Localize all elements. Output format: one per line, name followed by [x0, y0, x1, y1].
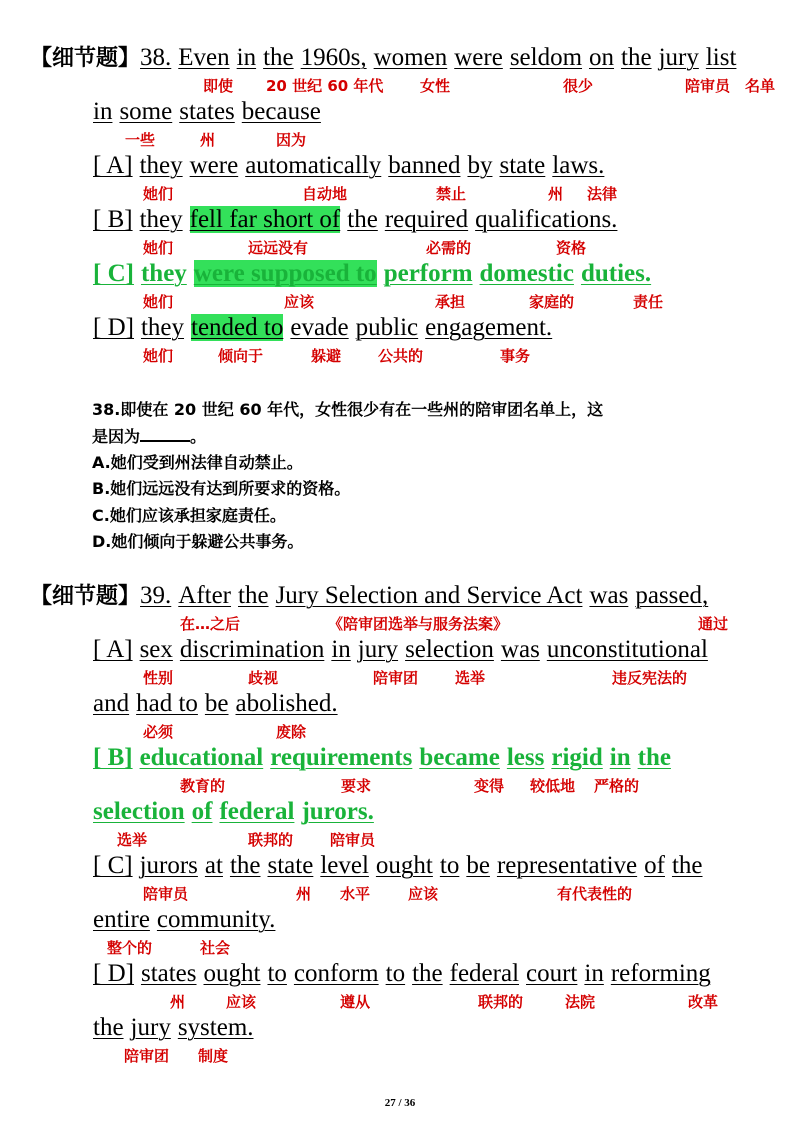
q39-option-c-line1: [ C] jurors at the state level ought to be representative of the: [93, 852, 703, 879]
answer-blank: [140, 426, 190, 442]
page-number: 27 / 36: [384, 1097, 416, 1109]
q39-option-d-line1: [ D] states ought to conform to the federal court in reforming: [93, 960, 711, 987]
q39-option-c-line2: entire community.: [93, 906, 276, 933]
q38-translation-d: D.她们倾向于躲避公共事务。: [92, 532, 304, 551]
q39-option-a-line2: and had to be abolished.: [93, 690, 338, 717]
q38-translation-c: C.她们应该承担家庭责任。: [92, 506, 286, 525]
q39-option-b-correct-line2: selection of federal jurors.: [93, 798, 374, 825]
highlighted-phrase: fell far short of: [189, 206, 341, 233]
q38-translation-a: A.她们受到州法律自动禁止。: [92, 453, 303, 472]
q38-translation-question-end: 是因为 。: [92, 427, 207, 446]
q38-option-c-correct: [ C] they were supposed to perform domestic duties.: [93, 260, 652, 287]
document-page: 【细节题】38. Even in the 1960s, women were seldom on the jury list 即使 20 世纪 60 年代 女性 很少 陪审员 名单 in some states because 一些 州 因为 [ A] they were automatically banned by state laws. 她们 自动地 禁止 州 法律 [ B] they fell far short of the required qualifications. 她们 远远没有 必需的 资格 [ C] they were supposed to perform domestic duties. 她们 应该 承担 家庭的 责任 [ D] they tended to evade public engagement. 她们 倾向于 躲避 公共的 事务 38.即使在 20 世纪 60 年代，女性很少有在一些州的陪审团名单上，这 是因为 。 A.她们受到州法律自动禁止。 B.她们远远没有达到所要求的资格。 C.她们应该承担家庭责任。 D.她们倾向于躲避公共事务。 【细节题】39. After the Jury Selection and Service Act was passed, 在…之后 《陪审团选举与服务法案》 通过 [ A] sex discrimination in jury selection was unconstitutional 性别 歧视 陪审团 选举 违反宪法的 and had to be abolished. 必须 废除 [ B] educational requirements became less rigid in the 教育的 要求 变得 较低地 严格的 selection of federal jurors. 选举 联邦的 陪审员 [ C] jurors at the state level ought to be representative of the 陪审员 州 水平 应该 有代表性的 entire community. 整个的 社会 [ D] states ought to conform to the federal court in reforming 州 应该 遵从 联邦的 法院 改革 the jury system. 陪审团 制度 27 / 36: [0, 0, 800, 1132]
q38-translation-b: B.她们远远没有达到所要求的资格。: [92, 479, 351, 498]
q38-stem-line1: 【细节题】38. Even in the 1960s, women were seldom on the jury list: [30, 44, 737, 71]
q39-option-d-line2: the jury system.: [93, 1014, 254, 1041]
highlighted-phrase: were supposed to: [193, 260, 377, 287]
q39-stem-line1: 【细节题】39. After the Jury Selection and Service Act was passed,: [30, 582, 709, 609]
q38-option-d: [ D] they tended to evade public engagement.: [93, 314, 553, 341]
q38-option-a: [ A] they were automatically banned by state laws.: [93, 152, 605, 179]
q38-stem-line2: in some states because: [93, 98, 321, 125]
highlighted-phrase: tended to: [191, 314, 284, 341]
q38-option-b: [ B] they fell far short of the required qualifications.: [93, 206, 618, 233]
detail-question-tag: 【细节题】: [30, 584, 141, 609]
q38-translation-question: 38.即使在 20 世纪 60 年代，女性很少有在一些州的陪审团名单上，这: [92, 400, 604, 419]
q39-option-a-line1: [ A] sex discrimination in jury selection was unconstitutional: [93, 636, 708, 663]
detail-question-tag: 【细节题】: [30, 46, 141, 71]
q39-option-b-correct-line1: [ B] educational requirements became less rigid in the: [93, 744, 671, 771]
